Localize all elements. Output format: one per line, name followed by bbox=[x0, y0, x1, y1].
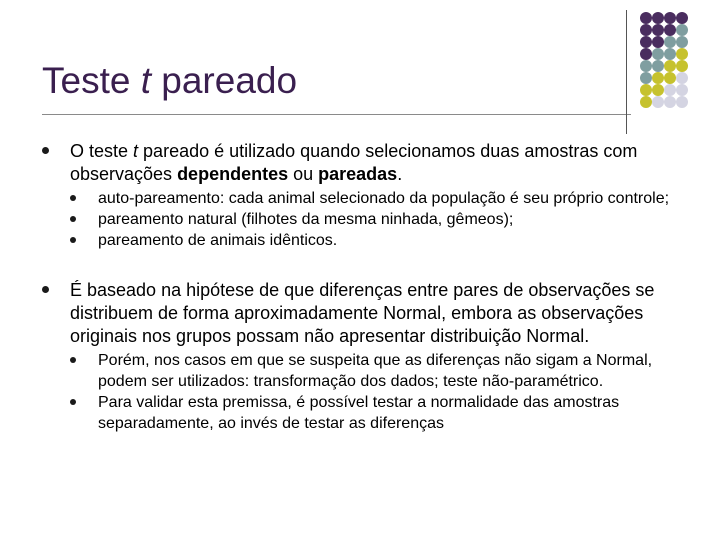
decorative-dot bbox=[652, 48, 664, 60]
decorative-dot bbox=[652, 72, 664, 84]
sub-bullet-dot bbox=[70, 399, 76, 405]
decorative-dot bbox=[664, 48, 676, 60]
decorative-dot bbox=[676, 84, 688, 96]
slide-title-italic: t bbox=[140, 60, 151, 101]
decorative-dot bbox=[640, 72, 652, 84]
decorative-dot bbox=[652, 96, 664, 108]
sub-item-text: pareamento de animais idênticos. bbox=[98, 232, 338, 249]
sub-item-animais-identicos bbox=[70, 230, 702, 251]
sub-bullet-dot bbox=[70, 357, 76, 363]
decorative-dot bbox=[664, 72, 676, 84]
sub-item-text: Porém, nos casos em que se suspeita que as diferenças não sigam a Normal, podem ser utilizados: transformação dos dados; teste não-paramétrico. bbox=[98, 352, 653, 390]
sub-bullet-dot bbox=[70, 195, 76, 201]
decorative-dot bbox=[664, 36, 676, 48]
slide-title-prefix: Teste bbox=[42, 60, 141, 101]
sub-bullet-dot bbox=[70, 237, 76, 243]
text-run: . bbox=[397, 164, 403, 184]
bullet-dot bbox=[42, 147, 49, 154]
decorative-dot bbox=[676, 60, 688, 72]
decorative-dot bbox=[676, 48, 688, 60]
decorative-dot bbox=[676, 72, 688, 84]
decorative-dot bbox=[676, 96, 688, 108]
text-run: pareado é utilizado quando selecionamos duas amostras com observações bbox=[70, 141, 638, 184]
decorative-dot bbox=[676, 36, 688, 48]
decorative-dot bbox=[664, 84, 676, 96]
decorative-dot bbox=[640, 60, 652, 72]
bullet-item-paired-test bbox=[42, 140, 702, 251]
sub-item-text: auto-pareamento: cada animal selecionado da população é seu próprio controle; bbox=[98, 190, 670, 207]
slide-content bbox=[42, 140, 702, 434]
decorative-dot bbox=[664, 12, 676, 24]
sub-item-non-normal bbox=[70, 350, 702, 392]
sub-item-auto-pareamento bbox=[70, 188, 702, 209]
decorative-dot bbox=[652, 36, 664, 48]
sub-bullet-dot bbox=[70, 216, 76, 222]
decorative-dot bbox=[676, 24, 688, 36]
title-underline bbox=[42, 114, 631, 115]
decorative-dot-grid bbox=[640, 12, 720, 108]
decorative-dot bbox=[640, 24, 652, 36]
bullet-item-normal-hypothesis bbox=[42, 279, 702, 434]
decorative-dot bbox=[664, 60, 676, 72]
decorative-dot bbox=[652, 24, 664, 36]
decorative-dot bbox=[640, 12, 652, 24]
decorative-dot bbox=[676, 12, 688, 24]
decorative-dot bbox=[640, 84, 652, 96]
bold-pareadas: pareadas bbox=[318, 164, 398, 184]
text-run: O teste bbox=[70, 141, 134, 161]
slide-title bbox=[42, 60, 297, 102]
slide-title-suffix: pareado bbox=[151, 60, 298, 101]
text-run: ou bbox=[288, 164, 319, 184]
sub-list bbox=[70, 188, 702, 251]
bullet-text: É baseado na hipótese de que diferenças entre pares de observações se distribuem de forma aproximadamente Normal, embora as observações originais nos grupos possam não apresentar distribuição Normal. bbox=[70, 280, 655, 346]
decorative-dot bbox=[640, 36, 652, 48]
bullet-text bbox=[70, 140, 702, 186]
decorative-dot bbox=[652, 84, 664, 96]
decorative-dot bbox=[640, 48, 652, 60]
bullet-dot bbox=[42, 286, 49, 293]
italic-t: t bbox=[133, 141, 139, 161]
sub-item-text: pareamento natural (filhotes da mesma ninhada, gêmeos); bbox=[98, 211, 514, 228]
decorative-vertical-line bbox=[626, 10, 627, 134]
bold-dependentes: dependentes bbox=[177, 164, 289, 184]
decorative-dot bbox=[664, 96, 676, 108]
decorative-dot bbox=[652, 12, 664, 24]
decorative-dot bbox=[664, 24, 676, 36]
sub-list bbox=[70, 350, 702, 434]
sub-item-text: Para validar esta premissa, é possível testar a normalidade das amostras separadamente, ao invés de testar as diferenças bbox=[98, 394, 620, 432]
decorative-dot bbox=[652, 60, 664, 72]
sub-item-validate-premise bbox=[70, 392, 702, 434]
decorative-dot bbox=[640, 96, 652, 108]
sub-item-pareamento-natural bbox=[70, 209, 702, 230]
